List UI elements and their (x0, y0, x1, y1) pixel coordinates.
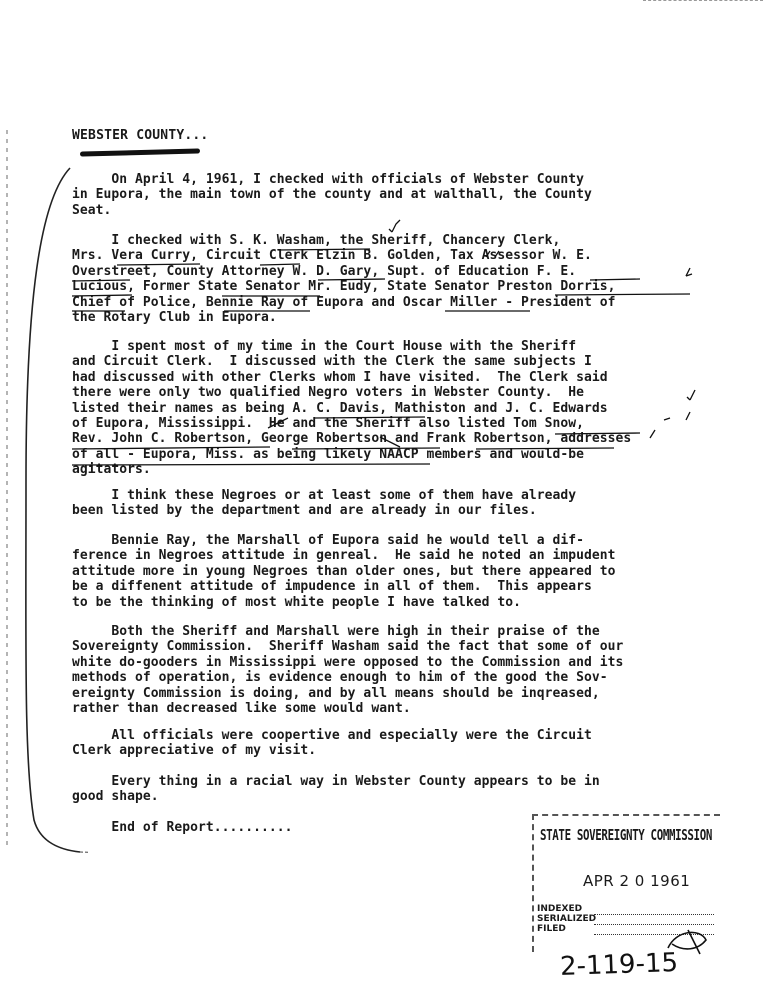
paragraph-7: All officials were coopertive and especially were the Circuit Clerk appreciative of my visit. (72, 728, 592, 759)
paragraph-1: On April 4, 1961, I checked with officials of Webster County in Eupora, the main town of the county and at walthall, the County Seat. (72, 172, 592, 218)
paragraph-4: I think these Negroes or at least some of them have already been listed by the department and are already in our files. (72, 488, 577, 519)
stamp-title: STATE SOVEREIGNTY COMMISSION (540, 826, 712, 844)
paragraph-8: Every thing in a racial way in Webster County appears to be in good shape. (72, 774, 600, 805)
paragraph-3: I spent most of my time in the Court House with the Sheriff and Circuit Clerk. I discussed with the Clerk the same subjects I had discussed with other Clerks whom I have visited. The Clerk said there were only two qualified Negro voters in Webster County. He listed their names as being A. C. Davis, Mathiston and J. C. Edwards of Eupora, Mississippi. He and the Sheriff also listed Tom Snow, Rev. John C. Robertson, George Robertson and Frank Robertson, addresses of all - Eupora, Miss. as being likely NAACP members and would-be agitators. (72, 339, 632, 478)
stamp-field-serialized: SERIALIZED (537, 914, 597, 924)
document-heading: WEBSTER COUNTY... (72, 128, 209, 143)
paragraph-5: Bennie Ray, the Marshall of Eupora said he would tell a dif- ference in Negroes attitude in genreal. He said he noted an impudent attitude more in young Negroes than older ones, but there appeared to be a diffenent attitude of impudence in all of them. This appears to be the thinking of most white people I have talked to. (72, 533, 616, 610)
end-of-report: End of Report.......... (72, 820, 293, 835)
paragraph-2: I checked with S. K. Washam, the Sheriff, Chancery Clerk, Mrs. Vera Curry, Circuit Clerk Elzin B. Golden, Tax Assessor W. E. Overstreet, County Attorney W. D. Gary, Supt. of Education F. E. Lucious, Former State Senator Mr. Eudy, State Senator Preston Dorris, Chief of Police, Bennie Ray of Eupora and Oscar Miller - President of the Rotary Club in Eupora. (72, 233, 616, 326)
stamp-date: APR 2 0 1961 (583, 872, 691, 890)
stamp-field-filed: FILED (537, 924, 566, 934)
stamp-field-indexed: INDEXED (537, 904, 583, 914)
paragraph-6: Both the Sheriff and Marshall were high in their praise of the Sovereignty Commission. Sheriff Washam said the fact that some of our white do-gooders in Mississippi were opposed to the Commission and its methods of operation, is evidence enough to him of the good the Sov- ereignty Commission is doing, and by all means should be inqreased, rather than decreased like some would want. (72, 624, 624, 717)
document-number: 2-119-15 (559, 947, 679, 983)
